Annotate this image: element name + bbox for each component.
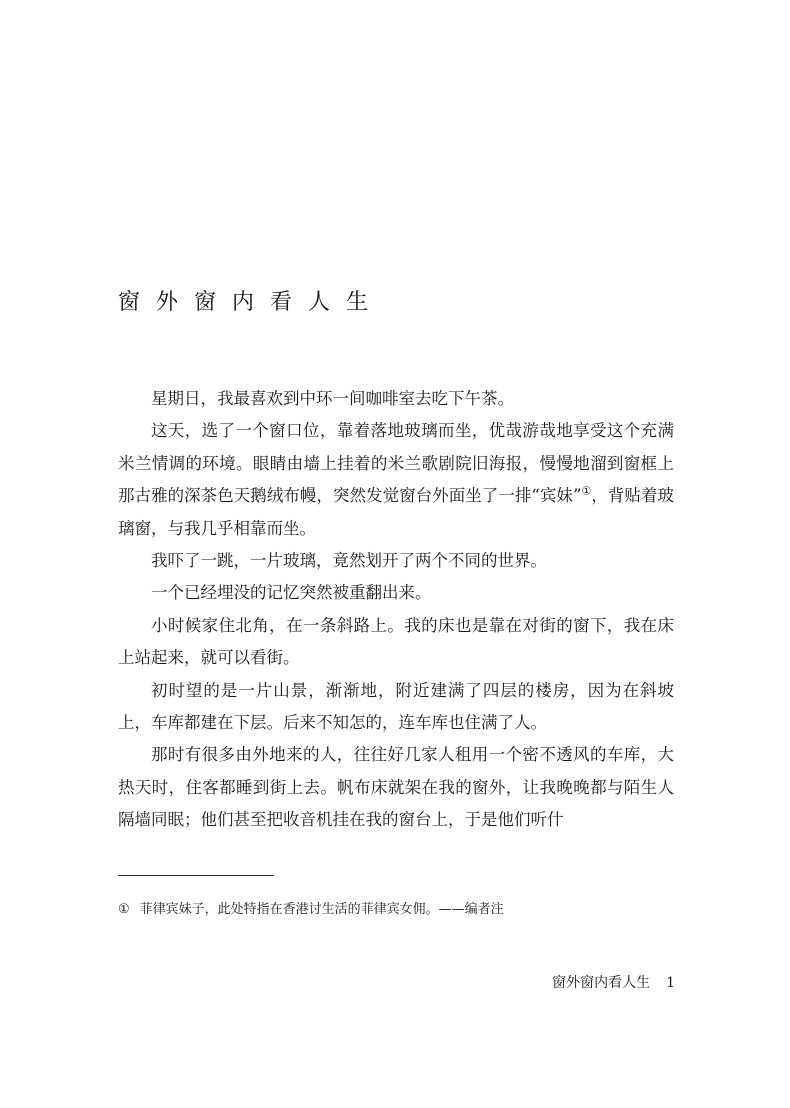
- paragraph: 小时候家住北角，在一条斜路上。我的床也是靠在对街的窗下，我在床上站起来，就可以看街。: [118, 615, 674, 668]
- paragraph-text: 这天，选了一个窗口位，靠着落地玻璃而坐，优哉游哉地享受这个充满米兰情调的环境。眼睛由墙上挂着的米兰歌剧院旧海报，慢慢地溜到窗框上那古雅的深茶色天鹅绒布幔，突然发觉窗台外面坐了一排“宾妹”: [118, 421, 674, 506]
- page-number: 1: [666, 975, 675, 991]
- footnote-text: 菲律宾妹子，此处特指在香港讨生活的菲律宾女佣。——编者注: [139, 902, 504, 917]
- paragraph: 我吓了一跳，一片玻璃，竟然划开了两个不同的世界。: [151, 551, 547, 571]
- paragraph-text: ，背贴着玻璃窗，与我几乎相靠而坐。: [118, 486, 674, 538]
- running-footer: [552, 973, 675, 993]
- footnote-divider: [118, 875, 274, 876]
- paragraph-with-footnote: [118, 415, 674, 545]
- footnote-reference[interactable]: ①: [581, 484, 592, 498]
- paragraph: 初时望的是一片山景，渐渐地，附近建满了四层的楼房，因为在斜坡上，车库都建在下层。后来不知怎的，连车库也住满了人。: [118, 680, 674, 733]
- footnote-mark: ①: [118, 902, 130, 917]
- chapter-title: 窗外窗内看人生: [118, 290, 385, 315]
- paragraph: 一个已经埋没的记忆突然被重翻出来。: [151, 583, 432, 603]
- paragraph: 星期日，我最喜欢到中环一间咖啡室去吃下午茶。: [151, 389, 514, 408]
- footnote: [118, 901, 504, 919]
- running-title: 窗外窗内看人生: [552, 975, 651, 991]
- body-text: [118, 383, 674, 837]
- paragraph: 那时有很多由外地来的人，往往好几家人租用一个密不透风的车库，大热天时，住客都睡到街上去。帆布床就架在我的窗外，让我晚晚都与陌生人隔墙同眠；他们甚至把收音机挂在我的窗台上，于是他们听什: [118, 745, 674, 830]
